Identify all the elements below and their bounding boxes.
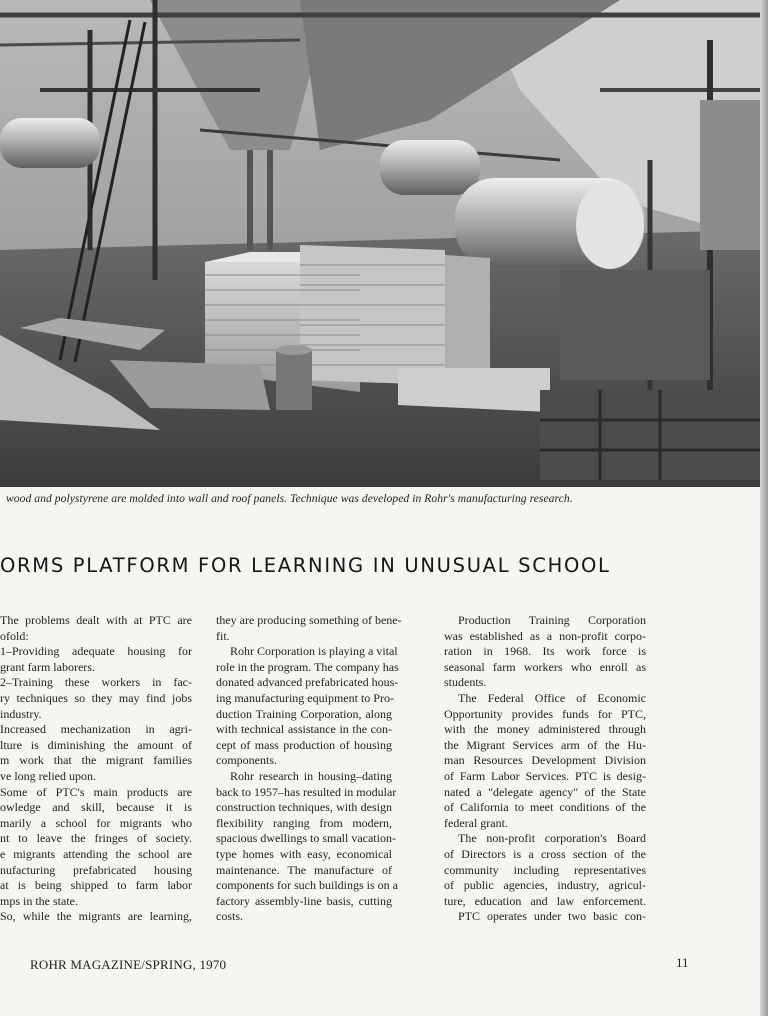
column-line: they are producing something of bene- bbox=[216, 613, 402, 627]
column-line: with the money administered through bbox=[444, 722, 646, 737]
column-line: of public agencies, industry, agricul- bbox=[444, 878, 646, 893]
column-line: back to 1957–has resulted in modular bbox=[216, 784, 397, 799]
column-line: spacious dwellings to small vacation- bbox=[216, 831, 396, 846]
column-line: students. bbox=[444, 675, 487, 690]
column-line: 1–Providing adequate housing for bbox=[0, 644, 192, 659]
column-line: The Federal Office of Economic bbox=[458, 690, 646, 705]
column-line: duction Training Corporation, along bbox=[216, 706, 392, 721]
publication-footer: ROHR MAGAZINE/SPRING, 1970 bbox=[30, 957, 227, 972]
column-line: components for such buildings is on a bbox=[216, 878, 398, 893]
column-line: ry techniques so they may find jobs bbox=[0, 690, 192, 705]
column-line: Rohr research in housing–dating bbox=[230, 768, 392, 783]
column-line: of Directors is a cross section of the bbox=[444, 846, 646, 861]
column-line: federal grant. bbox=[444, 815, 508, 830]
photo-caption: wood and polystyrene are molded into wall and roof panels. Technique was developed in Rohr's manufacturing research. bbox=[6, 492, 573, 505]
column-line: Production Training Corporation bbox=[458, 613, 646, 627]
column-line: ture, education and law enforcement. bbox=[444, 893, 646, 908]
column-line: of California to meet conditions of the bbox=[444, 800, 646, 815]
column-line: nufacturing prefabricated housing bbox=[0, 862, 192, 877]
column-line: cept of mass production of housing bbox=[216, 737, 392, 752]
column-line: Some of PTC's main products are bbox=[0, 784, 192, 799]
column-line: donated advanced prefabricated hous- bbox=[216, 675, 399, 690]
page-number: 11 bbox=[676, 955, 689, 970]
column-line: fit. bbox=[216, 628, 230, 643]
article-column-2 bbox=[216, 613, 402, 925]
column-line: grant farm laborers. bbox=[0, 659, 95, 674]
column-line: ofold: bbox=[0, 628, 29, 643]
column-line: seasonal farm workers who enroll as bbox=[444, 659, 646, 674]
column-line: man Resources Development Division bbox=[444, 753, 646, 768]
article-headline: ORMS PLATFORM FOR LEARNING IN UNUSUAL SCHOOL bbox=[0, 554, 611, 577]
column-line: 2–Training these workers in fac- bbox=[0, 675, 192, 690]
column-line: ve long relied upon. bbox=[0, 768, 96, 783]
column-line: Opportunity provides funds for PTC, bbox=[444, 706, 646, 721]
column-line: The non-profit corporation's Board bbox=[458, 831, 646, 846]
column-line: community including representatives bbox=[444, 862, 646, 877]
article-column-3 bbox=[444, 613, 646, 925]
column-line: the Migrant Services arm of the Hu- bbox=[444, 737, 646, 752]
column-line: type homes with easy, economical bbox=[216, 846, 392, 861]
column-line: ration in 1968. Its work force is bbox=[444, 644, 646, 659]
column-line: e migrants attending the school are bbox=[0, 846, 192, 861]
column-line: industry. bbox=[0, 706, 42, 721]
column-line: m work that the migrant families bbox=[0, 753, 192, 768]
column-line: costs. bbox=[216, 909, 243, 924]
column-line: with technical assistance in the con- bbox=[216, 722, 392, 737]
column-line: So, while the migrants are learning, bbox=[0, 909, 192, 924]
column-line: at is being shipped to farm labor bbox=[0, 878, 192, 893]
column-line: construction techniques, with design bbox=[216, 800, 392, 815]
column-line: owledge and skill, because it is bbox=[0, 800, 192, 815]
column-line: was established as a non-profit corpo- bbox=[444, 628, 646, 643]
column-line: maintenance. The manufacture of bbox=[216, 862, 392, 877]
column-line: nt to leave the fringes of society. bbox=[0, 831, 192, 846]
column-line: mps in the state. bbox=[0, 893, 78, 908]
column-line: lture is diminishing the amount of bbox=[0, 737, 192, 752]
column-line: of Farm Labor Services. PTC is desig- bbox=[444, 768, 646, 783]
column-line: role in the program. The company has bbox=[216, 659, 399, 674]
column-line: The problems dealt with at PTC are bbox=[0, 613, 192, 627]
column-line: ing manufacturing equipment to Pro- bbox=[216, 690, 394, 705]
column-line: PTC operates under two basic con- bbox=[458, 909, 646, 924]
column-line: factory assembly-line basis, cutting bbox=[216, 893, 392, 908]
column-line: Rohr Corporation is playing a vital bbox=[230, 644, 398, 659]
column-line: components. bbox=[216, 753, 277, 768]
column-line: flexibility ranging from modern, bbox=[216, 815, 392, 830]
article-column-1 bbox=[0, 613, 192, 925]
factory-photo bbox=[0, 0, 760, 487]
column-line: marily a school for migrants who bbox=[0, 815, 192, 830]
column-line: Increased mechanization in agri- bbox=[0, 722, 192, 737]
column-line: nated a "delegate agency" of the State bbox=[444, 784, 646, 799]
page-edge bbox=[760, 0, 768, 1016]
